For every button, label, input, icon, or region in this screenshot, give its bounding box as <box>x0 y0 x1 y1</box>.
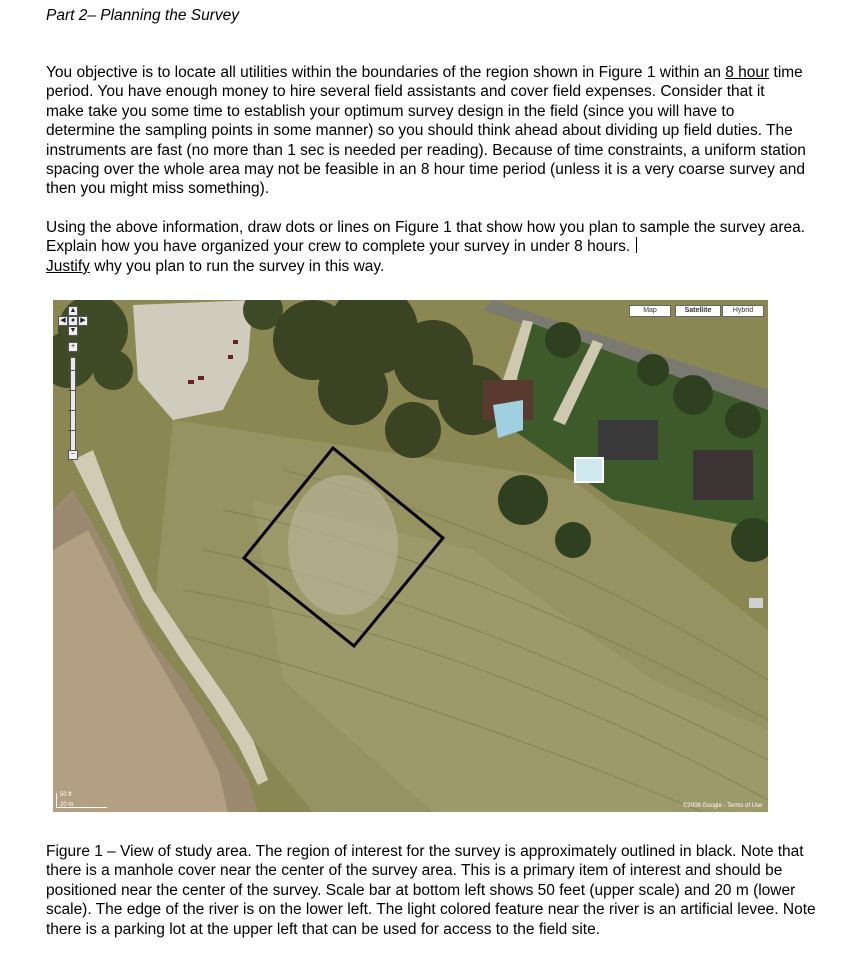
instructions-text-start: Using the above information, draw dots or lines on Figure 1 that show how you plan to sample the survey area. Explain how you have organized your crew to complete your survey in under 8 hours. <box>46 219 806 256</box>
map-view-button[interactable]: Map <box>629 305 671 317</box>
zoom-out-icon[interactable]: − <box>68 450 78 460</box>
pan-right-icon[interactable]: ▶ <box>78 316 88 326</box>
satellite-map-figure <box>53 300 768 812</box>
zoom-slider[interactable] <box>70 357 76 455</box>
satellite-map-image <box>53 300 768 812</box>
zoom-tick <box>68 430 76 431</box>
objective-text-rest: time period. You have enough money to hire several field assistants and cover field expenses. Consider that it make take you some time to establish your optimum survey design in the field (since you will have to determine the sampling points in some manner) so you should think ahead about dividing up field duties. The instruments are fast (no more than 1 sec is needed per reading). Because of time constraints, a uniform station spacing over the whole area may not be feasible in an 8 hour time period (unless it is a very coarse survey and then you might miss something). <box>46 64 806 198</box>
scale-lower-label: 20 m <box>60 802 74 808</box>
zoom-tick <box>68 370 76 371</box>
instructions-paragraph <box>46 218 806 276</box>
pan-left-icon[interactable]: ◀ <box>58 316 68 326</box>
figure-caption: Figure 1 – View of study area. The region of interest for the survey is approximately outlined in black. Note that there is a manhole cover near the center of the survey area. This is a primary item of interest and should be positioned near the center of the survey. Scale bar at bottom left shows 50 feet (upper scale) and 20 m (lower scale). The edge of the river is on the lower left. The light colored feature near the river is an artificial levee. Note there is a parking lot at the upper left that can be used for access to the field site. <box>46 843 816 938</box>
scale-upper-label: 50 ft <box>60 792 72 798</box>
zoom-in-icon[interactable]: + <box>68 342 78 352</box>
pan-up-icon[interactable]: ▲ <box>69 307 77 314</box>
hybrid-view-button[interactable]: Hybrid <box>722 305 764 317</box>
instructions-text-rest: why you plan to run the survey in this way. <box>89 257 385 275</box>
pan-down-icon[interactable]: ▼ <box>69 327 77 334</box>
text-cursor <box>636 237 637 253</box>
objective-text-start: You objective is to locate all utilities within the boundaries of the region shown in Figure 1 within an <box>46 64 726 81</box>
objective-paragraph <box>46 63 806 199</box>
map-copyright: ©2008 Google - Terms of Use <box>683 803 763 809</box>
satellite-view-button[interactable]: Satellite <box>675 305 721 317</box>
zoom-tick <box>68 410 76 411</box>
zoom-tick <box>68 390 76 391</box>
time-limit-underlined: 8 hour <box>725 64 770 81</box>
page-title: Part 2– Planning the Survey <box>46 7 240 24</box>
justify-underlined: Justify <box>46 257 90 275</box>
pan-center-icon[interactable]: ● <box>68 316 78 326</box>
